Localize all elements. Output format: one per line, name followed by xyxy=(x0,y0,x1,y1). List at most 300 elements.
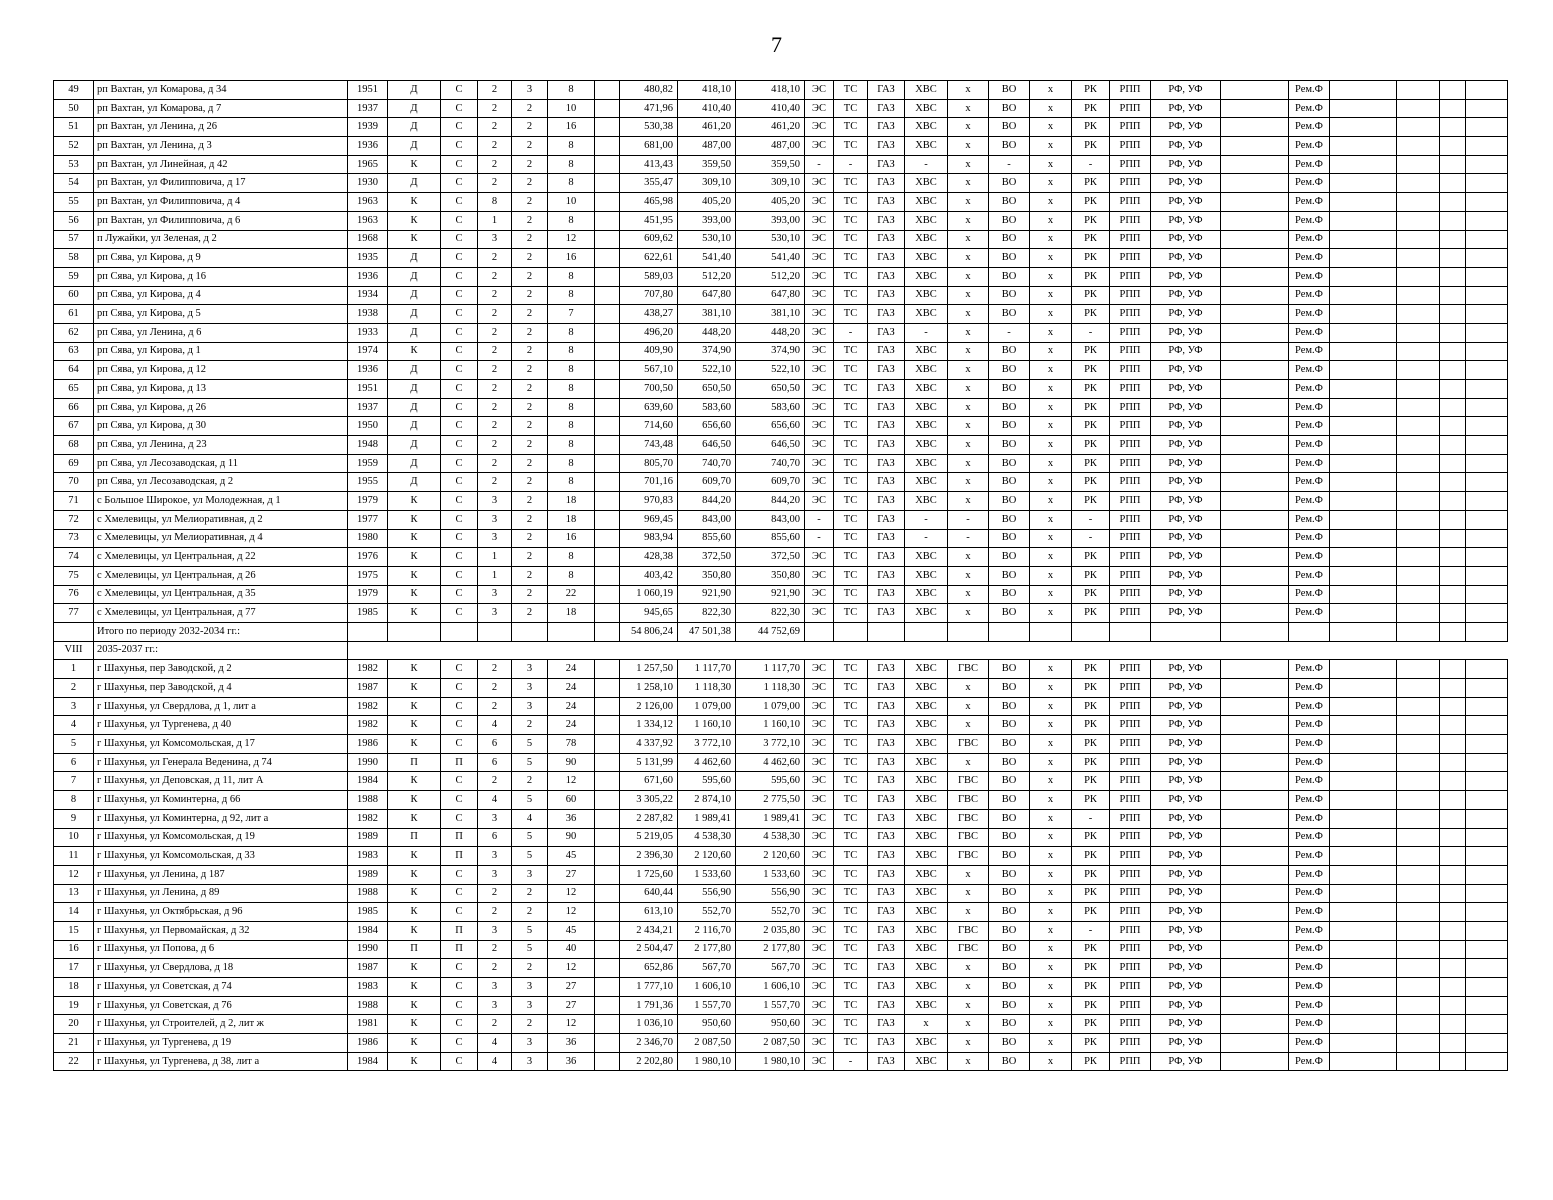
table-row xyxy=(54,996,1508,1015)
material-cell: С xyxy=(441,735,478,754)
heating-cell: ТС xyxy=(834,361,868,380)
roof-cell: РК xyxy=(1072,1052,1110,1071)
x-cell: х xyxy=(1030,305,1072,324)
sewage-cell: ВО xyxy=(989,81,1030,100)
sewage-cell: ВО xyxy=(989,847,1030,866)
roof-cell: РК xyxy=(1072,454,1110,473)
blank-cell xyxy=(1221,1015,1289,1034)
type-cell: К xyxy=(388,604,441,623)
total-area-cell: 622,61 xyxy=(620,249,678,268)
residential-area-cell: 2 035,80 xyxy=(736,921,805,940)
blank-cell xyxy=(1330,118,1397,137)
rpp-cell: РПП xyxy=(1110,959,1151,978)
material-cell: С xyxy=(441,380,478,399)
floors-cell: 2 xyxy=(478,305,512,324)
hot-water-cell: х xyxy=(948,342,989,361)
blank-cell xyxy=(1466,118,1508,137)
apartments-cell: 24 xyxy=(548,660,595,679)
gas-cell: ГАЗ xyxy=(868,679,905,698)
roof-cell: РК xyxy=(1072,996,1110,1015)
sewage-cell: ВО xyxy=(989,211,1030,230)
sewage-cell: ВО xyxy=(989,809,1030,828)
electricity-cell: ЭС xyxy=(805,566,834,585)
floors-cell: 3 xyxy=(478,492,512,511)
blank-cell xyxy=(1397,809,1440,828)
sewage-cell: ВО xyxy=(989,903,1030,922)
year-cell: 1959 xyxy=(348,454,388,473)
fund-cell: Рем.Ф xyxy=(1289,959,1330,978)
table-row xyxy=(54,585,1508,604)
facade-cell: РФ, УФ xyxy=(1151,249,1221,268)
year-cell: 1980 xyxy=(348,529,388,548)
table-row xyxy=(54,380,1508,399)
gas-cell: ГАЗ xyxy=(868,361,905,380)
hot-water-cell: - xyxy=(948,510,989,529)
fund-cell: Рем.Ф xyxy=(1289,828,1330,847)
fund-cell: Рем.Ф xyxy=(1289,99,1330,118)
blank-cell xyxy=(1330,660,1397,679)
residential-area-cell: 646,50 xyxy=(736,436,805,455)
type-cell: П xyxy=(388,828,441,847)
gas-cell: ГАЗ xyxy=(868,81,905,100)
residential-area-cell: 552,70 xyxy=(736,903,805,922)
sewage-cell: ВО xyxy=(989,473,1030,492)
material-cell: П xyxy=(441,921,478,940)
roof-cell: РК xyxy=(1072,417,1110,436)
x-cell: х xyxy=(1030,529,1072,548)
table-row xyxy=(54,604,1508,623)
fund-cell: Рем.Ф xyxy=(1289,679,1330,698)
hot-water-cell: х xyxy=(948,305,989,324)
living-area-cell: 844,20 xyxy=(678,492,736,511)
gas-cell: ГАЗ xyxy=(868,137,905,156)
rpp-cell: РПП xyxy=(1110,81,1151,100)
heating-cell: ТС xyxy=(834,436,868,455)
residential-area-cell: 647,80 xyxy=(736,286,805,305)
hot-water-cell: х xyxy=(948,716,989,735)
living-area-cell: 47 501,38 xyxy=(678,622,736,641)
residential-area-cell: 350,80 xyxy=(736,566,805,585)
heating-cell: ТС xyxy=(834,193,868,212)
blank-cell xyxy=(1221,193,1289,212)
rpp-cell: РПП xyxy=(1110,137,1151,156)
material-cell: С xyxy=(441,996,478,1015)
floors-cell: 2 xyxy=(478,118,512,137)
total-area-cell: 2 126,00 xyxy=(620,697,678,716)
fund-cell: Рем.Ф xyxy=(1289,529,1330,548)
electricity-cell: ЭС xyxy=(805,697,834,716)
living-area-cell: 448,20 xyxy=(678,323,736,342)
row-number: 65 xyxy=(54,380,94,399)
address-cell: рп Сява, ул Лесозаводская, д 2 xyxy=(94,473,348,492)
address-cell: с Хмелевицы, ул Мелиоративная, д 2 xyxy=(94,510,348,529)
address-cell: г Шахунья, пер Заводской, д 2 xyxy=(94,660,348,679)
type-cell: К xyxy=(388,716,441,735)
blank-cell xyxy=(1397,940,1440,959)
roof-cell: РК xyxy=(1072,660,1110,679)
rpp-cell: РПП xyxy=(1110,660,1151,679)
floors-cell: 2 xyxy=(478,155,512,174)
roof-cell: РК xyxy=(1072,585,1110,604)
table-row xyxy=(54,940,1508,959)
residential-area-cell: 410,40 xyxy=(736,99,805,118)
table-row xyxy=(54,548,1508,567)
x-cell: х xyxy=(1030,809,1072,828)
address-cell: г Шахунья, пер Заводской, д 4 xyxy=(94,679,348,698)
blank-cell xyxy=(1221,978,1289,997)
x-cell: х xyxy=(1030,510,1072,529)
total-area-cell: 652,86 xyxy=(620,959,678,978)
blank-cell xyxy=(1440,249,1466,268)
roof-cell: РК xyxy=(1072,137,1110,156)
table-row xyxy=(54,735,1508,754)
x-cell: х xyxy=(1030,735,1072,754)
blank-cell xyxy=(1330,81,1397,100)
facade-cell: РФ, УФ xyxy=(1151,566,1221,585)
row-number: 74 xyxy=(54,548,94,567)
residential-area-cell: 556,90 xyxy=(736,884,805,903)
fund-cell: Рем.Ф xyxy=(1289,1052,1330,1071)
facade-cell: РФ, УФ xyxy=(1151,772,1221,791)
roof-cell: РК xyxy=(1072,828,1110,847)
gas-cell: ГАЗ xyxy=(868,566,905,585)
address-cell: рп Сява, ул Лесозаводская, д 11 xyxy=(94,454,348,473)
facade-cell: РФ, УФ xyxy=(1151,716,1221,735)
blank-cell xyxy=(1330,809,1397,828)
total-area-cell: 700,50 xyxy=(620,380,678,399)
blank-cell xyxy=(1397,305,1440,324)
gas-cell: ГАЗ xyxy=(868,492,905,511)
hot-water-cell: х xyxy=(948,398,989,417)
blank-cell xyxy=(1397,978,1440,997)
facade-cell: РФ, УФ xyxy=(1151,978,1221,997)
hot-water-cell: х xyxy=(948,604,989,623)
cold-water-cell: ХВС xyxy=(905,305,948,324)
blank-cell xyxy=(1397,342,1440,361)
facade-cell: РФ, УФ xyxy=(1151,454,1221,473)
residential-area-cell: 822,30 xyxy=(736,604,805,623)
gas-cell: ГАЗ xyxy=(868,978,905,997)
living-area-cell: 843,00 xyxy=(678,510,736,529)
table-row xyxy=(54,137,1508,156)
sewage-cell: ВО xyxy=(989,193,1030,212)
table-row xyxy=(54,174,1508,193)
rpp-cell xyxy=(1110,622,1151,641)
hot-water-cell: х xyxy=(948,267,989,286)
total-area-cell: 2 202,80 xyxy=(620,1052,678,1071)
cold-water-cell: ХВС xyxy=(905,286,948,305)
sewage-cell: ВО xyxy=(989,398,1030,417)
blank-cell xyxy=(1440,1052,1466,1071)
rpp-cell: РПП xyxy=(1110,118,1151,137)
type-cell: К xyxy=(388,959,441,978)
blank-cell xyxy=(1330,510,1397,529)
cold-water-cell: ХВС xyxy=(905,267,948,286)
roof-cell: РК xyxy=(1072,884,1110,903)
blank-cell xyxy=(595,81,620,100)
facade-cell: РФ, УФ xyxy=(1151,473,1221,492)
blank-cell xyxy=(1330,791,1397,810)
total-area-cell: 1 791,36 xyxy=(620,996,678,1015)
apartments-cell: 36 xyxy=(548,1034,595,1053)
material-cell: С xyxy=(441,230,478,249)
type-cell: К xyxy=(388,548,441,567)
fund-cell: Рем.Ф xyxy=(1289,978,1330,997)
rpp-cell: РПП xyxy=(1110,1052,1151,1071)
cold-water-cell: ХВС xyxy=(905,940,948,959)
row-number: 54 xyxy=(54,174,94,193)
electricity-cell: ЭС xyxy=(805,978,834,997)
fund-cell: Рем.Ф xyxy=(1289,847,1330,866)
electricity-cell: ЭС xyxy=(805,137,834,156)
type-cell: К xyxy=(388,342,441,361)
electricity-cell: ЭС xyxy=(805,903,834,922)
blank-cell xyxy=(1330,267,1397,286)
type-cell: К xyxy=(388,884,441,903)
row-number: 60 xyxy=(54,286,94,305)
electricity-cell: ЭС xyxy=(805,548,834,567)
living-area-cell: 2 116,70 xyxy=(678,921,736,940)
fund-cell: Рем.Ф xyxy=(1289,921,1330,940)
blank-cell xyxy=(1221,1052,1289,1071)
living-area-cell: 822,30 xyxy=(678,604,736,623)
floors-cell: 1 xyxy=(478,548,512,567)
year-cell: 1951 xyxy=(348,81,388,100)
blank-cell xyxy=(595,566,620,585)
year-cell: 1955 xyxy=(348,473,388,492)
floors-cell: 2 xyxy=(478,99,512,118)
total-area-cell: 743,48 xyxy=(620,436,678,455)
entrances-cell: 3 xyxy=(512,865,548,884)
living-area-cell: 418,10 xyxy=(678,81,736,100)
blank-cell xyxy=(1466,1052,1508,1071)
total-area-cell: 970,83 xyxy=(620,492,678,511)
blank-cell xyxy=(1466,267,1508,286)
facade-cell: РФ, УФ xyxy=(1151,697,1221,716)
apartments-cell xyxy=(548,622,595,641)
address-cell: г Шахунья, ул Свердлова, д 18 xyxy=(94,959,348,978)
material-cell: С xyxy=(441,118,478,137)
entrances-cell: 5 xyxy=(512,940,548,959)
entrances-cell: 2 xyxy=(512,305,548,324)
floors-cell: 3 xyxy=(478,585,512,604)
cold-water-cell: ХВС xyxy=(905,791,948,810)
blank-cell xyxy=(1440,940,1466,959)
fund-cell: Рем.Ф xyxy=(1289,884,1330,903)
residential-area-cell: 530,10 xyxy=(736,230,805,249)
blank-cell xyxy=(1397,697,1440,716)
sewage-cell: ВО xyxy=(989,454,1030,473)
cold-water-cell: ХВС xyxy=(905,809,948,828)
hot-water-cell: х xyxy=(948,454,989,473)
blank-cell xyxy=(1221,921,1289,940)
type-cell: К xyxy=(388,735,441,754)
blank-cell xyxy=(1466,679,1508,698)
blank-cell xyxy=(1466,305,1508,324)
heating-cell: - xyxy=(834,1052,868,1071)
gas-cell: ГАЗ xyxy=(868,735,905,754)
sewage-cell: ВО xyxy=(989,380,1030,399)
x-cell: х xyxy=(1030,323,1072,342)
facade-cell: РФ, УФ xyxy=(1151,548,1221,567)
entrances-cell: 2 xyxy=(512,492,548,511)
blank-cell xyxy=(1221,959,1289,978)
rpp-cell: РПП xyxy=(1110,828,1151,847)
residential-area-cell: 583,60 xyxy=(736,398,805,417)
x-cell: х xyxy=(1030,548,1072,567)
hot-water-cell xyxy=(948,622,989,641)
year-cell: 1988 xyxy=(348,791,388,810)
electricity-cell: ЭС xyxy=(805,753,834,772)
blank-cell xyxy=(1466,735,1508,754)
blank-cell xyxy=(1440,342,1466,361)
apartments-cell: 40 xyxy=(548,940,595,959)
cold-water-cell: ХВС xyxy=(905,137,948,156)
roof-cell: РК xyxy=(1072,305,1110,324)
apartments-cell: 22 xyxy=(548,585,595,604)
residential-area-cell: 1 160,10 xyxy=(736,716,805,735)
electricity-cell: ЭС xyxy=(805,772,834,791)
address-cell: г Шахунья, ул Попова, д 6 xyxy=(94,940,348,959)
residential-area-cell: 381,10 xyxy=(736,305,805,324)
hot-water-cell: ГВС xyxy=(948,809,989,828)
blank-cell xyxy=(1440,99,1466,118)
type-cell: Д xyxy=(388,436,441,455)
sewage-cell: ВО xyxy=(989,865,1030,884)
blank-cell xyxy=(1397,791,1440,810)
x-cell: х xyxy=(1030,604,1072,623)
apartments-cell: 27 xyxy=(548,996,595,1015)
row-number: 76 xyxy=(54,585,94,604)
address-cell: г Шахунья, ул Комсомольская, д 17 xyxy=(94,735,348,754)
living-area-cell: 359,50 xyxy=(678,155,736,174)
row-number: 18 xyxy=(54,978,94,997)
total-area-cell: 589,03 xyxy=(620,267,678,286)
floors-cell: 2 xyxy=(478,1015,512,1034)
roof-cell: РК xyxy=(1072,380,1110,399)
blank-cell xyxy=(1330,99,1397,118)
blank-cell xyxy=(595,716,620,735)
electricity-cell: ЭС xyxy=(805,361,834,380)
blank-cell xyxy=(1440,286,1466,305)
blank-cell xyxy=(595,978,620,997)
floors-cell: 2 xyxy=(478,342,512,361)
gas-cell: ГАЗ xyxy=(868,305,905,324)
electricity-cell: ЭС xyxy=(805,211,834,230)
heating-cell: ТС xyxy=(834,735,868,754)
blank-cell xyxy=(595,996,620,1015)
residential-area-cell: 1 117,70 xyxy=(736,660,805,679)
year-cell: 1982 xyxy=(348,809,388,828)
year-cell: 1988 xyxy=(348,996,388,1015)
blank-cell xyxy=(1466,398,1508,417)
blank-cell xyxy=(1466,809,1508,828)
hot-water-cell: х xyxy=(948,679,989,698)
blank-cell xyxy=(1397,585,1440,604)
type-cell: Д xyxy=(388,380,441,399)
blank-cell xyxy=(1440,118,1466,137)
blank-cell xyxy=(1330,305,1397,324)
blank-cell xyxy=(595,286,620,305)
address-cell: с Большое Широкое, ул Молодежная, д 1 xyxy=(94,492,348,511)
heating-cell: ТС xyxy=(834,249,868,268)
cold-water-cell: ХВС xyxy=(905,604,948,623)
blank-cell xyxy=(1330,249,1397,268)
living-area-cell: 410,40 xyxy=(678,99,736,118)
row-number: 69 xyxy=(54,454,94,473)
blank-cell xyxy=(1466,417,1508,436)
hot-water-cell: х xyxy=(948,286,989,305)
living-area-cell: 512,20 xyxy=(678,267,736,286)
residential-area-cell: 4 538,30 xyxy=(736,828,805,847)
heating-cell: ТС xyxy=(834,174,868,193)
cold-water-cell: ХВС xyxy=(905,884,948,903)
table-row xyxy=(54,436,1508,455)
total-area-cell: 355,47 xyxy=(620,174,678,193)
residential-area-cell: 448,20 xyxy=(736,323,805,342)
row-number: 62 xyxy=(54,323,94,342)
type-cell: П xyxy=(388,753,441,772)
blank-cell xyxy=(595,660,620,679)
blank-cell xyxy=(1397,155,1440,174)
total-area-cell: 1 777,10 xyxy=(620,978,678,997)
sewage-cell: ВО xyxy=(989,230,1030,249)
year-cell xyxy=(348,622,388,641)
cold-water-cell: ХВС xyxy=(905,548,948,567)
year-cell: 1951 xyxy=(348,380,388,399)
sewage-cell: ВО xyxy=(989,959,1030,978)
roof-cell: РК xyxy=(1072,697,1110,716)
entrances-cell: 2 xyxy=(512,323,548,342)
electricity-cell: - xyxy=(805,510,834,529)
total-area-cell: 5 219,05 xyxy=(620,828,678,847)
material-cell: С xyxy=(441,1034,478,1053)
blank-cell xyxy=(1330,473,1397,492)
blank-cell xyxy=(1221,996,1289,1015)
blank-cell xyxy=(1397,1052,1440,1071)
residential-area-cell: 1 606,10 xyxy=(736,978,805,997)
total-area-cell: 640,44 xyxy=(620,884,678,903)
electricity-cell: ЭС xyxy=(805,99,834,118)
floors-cell: 2 xyxy=(478,286,512,305)
apartments-cell: 8 xyxy=(548,286,595,305)
blank-cell xyxy=(1397,1015,1440,1034)
row-number: 16 xyxy=(54,940,94,959)
floors-cell: 8 xyxy=(478,193,512,212)
blank-cell xyxy=(1397,566,1440,585)
living-area-cell: 350,80 xyxy=(678,566,736,585)
electricity-cell: ЭС xyxy=(805,323,834,342)
blank-cell xyxy=(1330,996,1397,1015)
blank-cell xyxy=(1466,323,1508,342)
living-area-cell: 487,00 xyxy=(678,137,736,156)
blank-cell xyxy=(1330,323,1397,342)
heating-cell: ТС xyxy=(834,305,868,324)
floors-cell: 2 xyxy=(478,697,512,716)
table-row xyxy=(54,230,1508,249)
heating-cell: ТС xyxy=(834,791,868,810)
blank-cell xyxy=(1440,604,1466,623)
floors-cell: 3 xyxy=(478,921,512,940)
blank-cell xyxy=(595,585,620,604)
hot-water-cell: х xyxy=(948,473,989,492)
heating-cell: ТС xyxy=(834,959,868,978)
residential-area-cell: 921,90 xyxy=(736,585,805,604)
blank-cell xyxy=(1466,772,1508,791)
x-cell: х xyxy=(1030,211,1072,230)
total-area-cell: 701,16 xyxy=(620,473,678,492)
table-row xyxy=(54,1015,1508,1034)
